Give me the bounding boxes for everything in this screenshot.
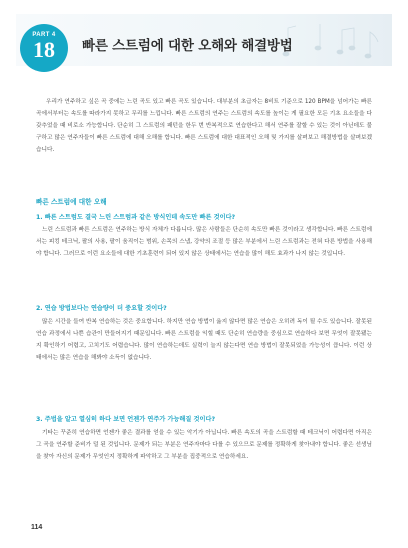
page-title: 빠른 스트럼에 대한 오해와 해결방법 xyxy=(82,38,293,54)
question-heading: 2. 연습 방법보다는 연습량이 더 중요할 것이다? xyxy=(36,305,167,312)
question-heading: 3. 주법을 알고 열심히 하다 보면 언젠가 연주가 가능해질 것이다? xyxy=(36,416,216,423)
intro-paragraph: 우리가 연주하고 싶은 곡 중에는 느린 곡도 있고 빠른 곡도 있습니다. 대부분의 초급자는 8비트 기준으로 120 BPM을 넘어가는 빠른 곡에서부터는 속도를 따라가지 못하고 무리를 느낍니다. 빠른 스트럼의 연주는 스트럼의 속도를 높이는 게 필요한 모든 기초 요소들을 다 갖추었을 때 비로소 가능합니다. 단순히 그 스트럼의 패턴을 한두 번 반복적으로 연습한다고 해서 연주를 잘할 수 있는 것이 아닌데도 불구하고 많은 연주자들이 빠른 스트럼에 대해 오해를 합니다. 빠른 스트럼에 대한 대표적인 오해 및 가지를 살펴보고 해결방법을 살펴보겠습니다. xyxy=(36,99,372,153)
answer-paragraph: 많은 시간을 들여 반복 연습하는 것은 중요합니다. 하지만 연습 방법이 옳지 않다면 많은 연습은 오히려 독이 될 수도 있습니다. 잘못된 연습 과정에서 나쁜 습관이 만들어지기 때문입니다. 빠른 스트럼을 익힐 때도 단순히 연습량을 중심으로 연습하다 보면 무엇이 잘못됐는지 확인하기 어렵고, 고치기도 어렵습니다. 많이 연습하는데도 실력이 늘지 않는다면 연습 방법이 잘못되었을 가능성이 큽니다. 이런 상태에서는 많은 연습을 해봐야 소득이 없습니다. xyxy=(36,319,372,361)
answer-paragraph: 기타는 꾸준히 연습하면 언젠가 좋은 결과를 얻을 수 있는 악기가 아닙니다. 빠른 속도의 곡을 스트럼할 때 테크닉이 어렵다면 아직은 그 곡을 연주할 준비가 덜 된 것입니다. 문제가 되는 부분은 연주자마다 다를 수 있으므로 문제를 정확하게 찾아내야 합니다. 좋은 선생님을 찾아 자신의 문제가 무엇인지 정확하게 파악하고 그 부분을 집중적으로 연습하세요. xyxy=(36,430,372,460)
music-notes-decoration xyxy=(280,18,390,62)
question-heading: 1. 빠른 스트럼도 결국 느린 스트럼과 같은 방식인데 속도만 빠른 것이다? xyxy=(36,214,236,221)
part-number: 18 xyxy=(33,37,55,62)
section-heading: 빠른 스트럼에 대한 오해 xyxy=(36,198,107,206)
part-badge xyxy=(20,24,68,72)
page-number: 114 xyxy=(31,524,43,531)
part-label: PART 4 xyxy=(32,32,56,38)
answer-paragraph: 느린 스트럼과 빠른 스트럼은 연주하는 방식 자체가 다릅니다. 많은 사람들은 단순히 속도만 빠른 것이라고 생각합니다. 빠른 스트럼에서는 피킹 테크닉, 팔의 사용, 팔이 움직이는 범위, 손목의 스냅, 강약의 조절 등 많은 부분에서 느린 스트럼과는 전혀 다른 방법을 사용해야 합니다. 그러므로 이런 요소들에 대한 기초훈련이 되어 있지 않은 상태에서는 연습을 많이 해도 효과가 나지 않는 것입니다. xyxy=(36,227,372,257)
